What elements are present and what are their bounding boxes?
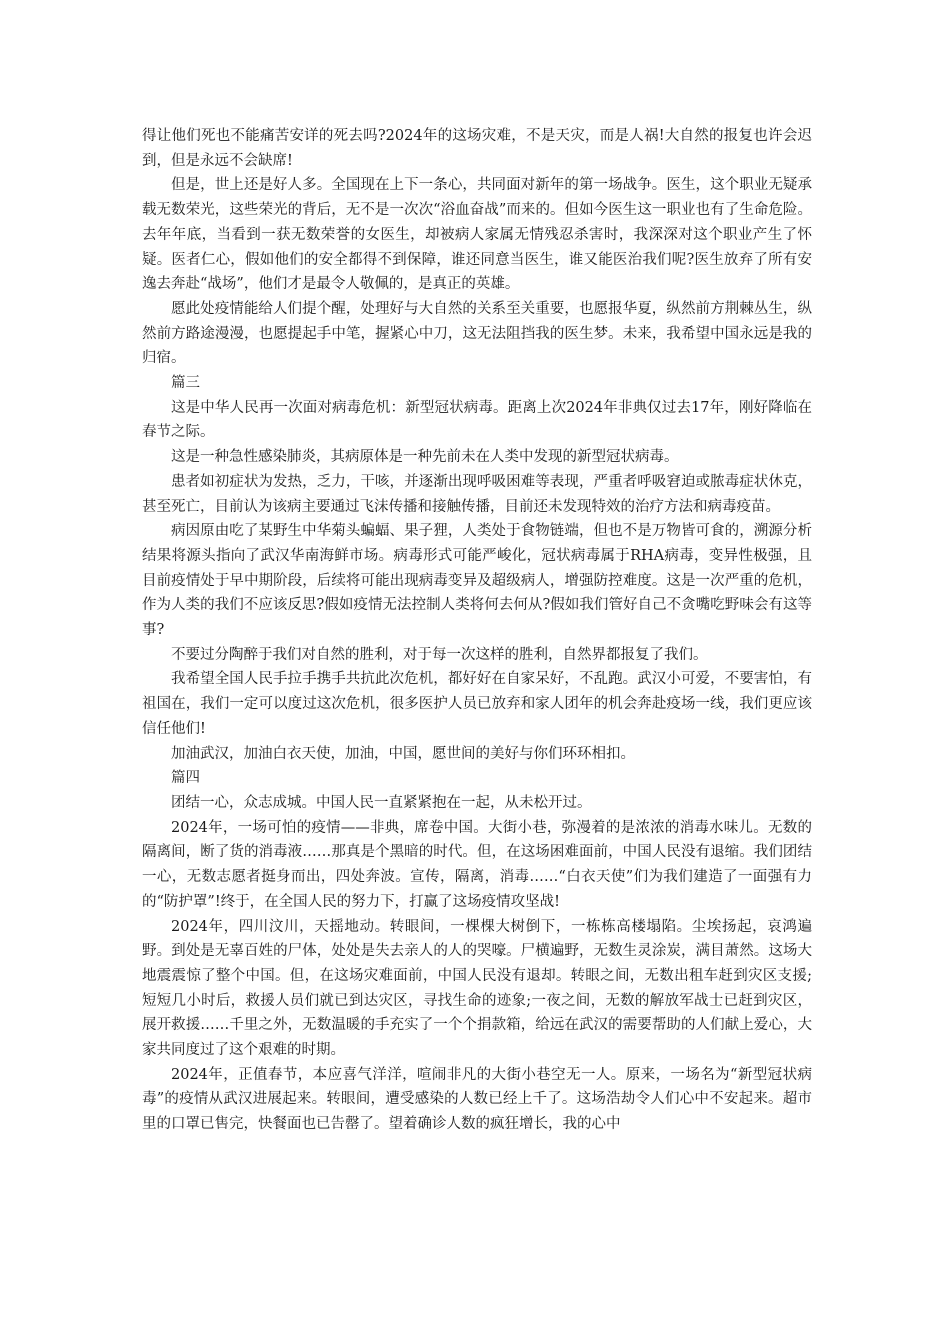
section-heading-pian-san: 篇三 (171, 375, 200, 392)
paragraph: 病因原由吃了某野生中华菊头蝙蝠、果子狸，人类处于食物链端，但也不是万物皆可食的，溯源分析结果将源头指向了武汉华南海鲜市场。病毒形式可能严峻化，冠状病毒属于RHA病毒，变异性极强，且目前疫情处于早中期阶段，后续将可能出现病毒变异及超级病人，增强防控难度。这是一次严重的危机，作为人类的我们不应该反思?假如疫情无法控制人类将何去何从?假如我们管好自己不贪嘴吃野味会有这等事? (142, 523, 812, 639)
document-body (142, 124, 812, 1137)
paragraph: 这是中华人民再一次面对病毒危机：新型冠状病毒。距离上次2024年非典仅过去17年，刚好降临在春节之际。 (142, 399, 812, 441)
paragraph: 2024年，一场可怕的疫情——非典，席卷中国。大街小巷，弥漫着的是浓浓的消毒水味儿。无数的隔离间，断了货的消毒液……那真是个黑暗的时代。但，在这场困难面前，中国人民没有退缩。我们团结一心，无数志愿者挺身而出，四处奔波。宣传，隔离，消毒……“白衣天使”们为我们建造了一面强有力的“防护罩”!终于，在全国人民的努力下，打赢了这场疫情攻坚战! (142, 819, 812, 910)
paragraph: 这是一种急性感染肺炎，其病原体是一种先前未在人类中发现的新型冠状病毒。 (171, 449, 679, 466)
paragraph: 2024年，四川汶川，天摇地动。转眼间，一棵棵大树倒下，一栋栋高楼塌陷。尘埃扬起，哀鸿遍野。到处是无辜百姓的尸体，处处是失去亲人的人的哭嚎。尸横遍野，无数生灵涂炭，满目萧然。这场大地震震惊了整个中国。但，在这场灾难面前，中国人民没有退却。转眼之间，无数出租车赶到灾区支援;短短几小时后，救援人员们就已到达灾区，寻找生命的迹象;一夜之间，无数的解放军战士已赶到灾区，展开救援……千里之外，无数温暖的手充实了一个个捐款箱，给远在武汉的需要帮助的人们献上爱心，大家共同度过了这个艰难的时期。 (142, 918, 812, 1059)
paragraph: 我希望全国人民手拉手携手共抗此次危机，都好好在自家呆好，不乱跑。武汉小可爱，不要害怕，有祖国在，我们一定可以度过这次危机，很多医护人员已放弃和家人团年的机会奔赴疫场一线，我们更应该信任他们! (142, 671, 812, 737)
paragraph: 患者如初症状为发热，乏力，干咳，并逐渐出现呼吸困难等表现，严重者呼吸窘迫或脓毒症状休克，甚至死亡，目前认为该病主要通过飞沫传播和接触传播，目前还未发现特效的治疗方法和病毒疫苗。 (142, 473, 812, 515)
section-heading-pian-si: 篇四 (171, 770, 200, 787)
paragraph: 加油武汉，加油白衣天使，加油，中国，愿世间的美好与你们环环相扣。 (171, 745, 635, 762)
paragraph: 2024年，正值春节，本应喜气洋洋，喧闹非凡的大街小巷空无一人。原来，一场名为“新型冠状病毒”的疫情从武汉进展起来。转眼间，遭受感染的人数已经上千了。这场浩劫令人们心中不安起来。超市里的口罩已售完，快餐面也已告罄了。望着确诊人数的疯狂增长，我的心中 (142, 1066, 812, 1133)
paragraph: 不要过分陶醉于我们对自然的胜利，对于每一次这样的胜利，自然界都报复了我们。 (171, 646, 708, 663)
paragraph-continuation: 得让他们死也不能痛苦安详的死去吗?2024年的这场灾难，不是天灾，而是人祸!大自然的报复也许会迟到，但是永远不会缺席! (142, 128, 812, 169)
paragraph: 团结一心，众志成城。中国人民一直紧紧抱在一起，从未松开过。 (171, 794, 592, 811)
paragraph: 愿此处疫情能给人们提个醒，处理好与大自然的关系至关重要，也愿报华夏，纵然前方荆棘丛生，纵然前方路途漫漫，也愿提起手中笔，握紧心中刀，这无法阻挡我的医生梦。未来，我希望中国永远是我的归宿。 (142, 300, 812, 367)
paragraph: 但是，世上还是好人多。全国现在上下一条心，共同面对新年的第一场战争。医生，这个职业无疑承载无数荣光，这些荣光的背后，无不是一次次“浴血奋战”而来的。但如今医生这一职业也有了生命危险。去年年底，当看到一获无数荣誉的女医生，却被病人家属无情残忍杀害时，我深深对这个职业产生了怀疑。医者仁心，假如他们的安全都得不到保障，谁还同意当医生，谁又能医治我们呢?医生放弃了所有安逸去奔赴“战场”，他们才是最令人敬佩的，是真正的英雄。 (142, 177, 812, 293)
